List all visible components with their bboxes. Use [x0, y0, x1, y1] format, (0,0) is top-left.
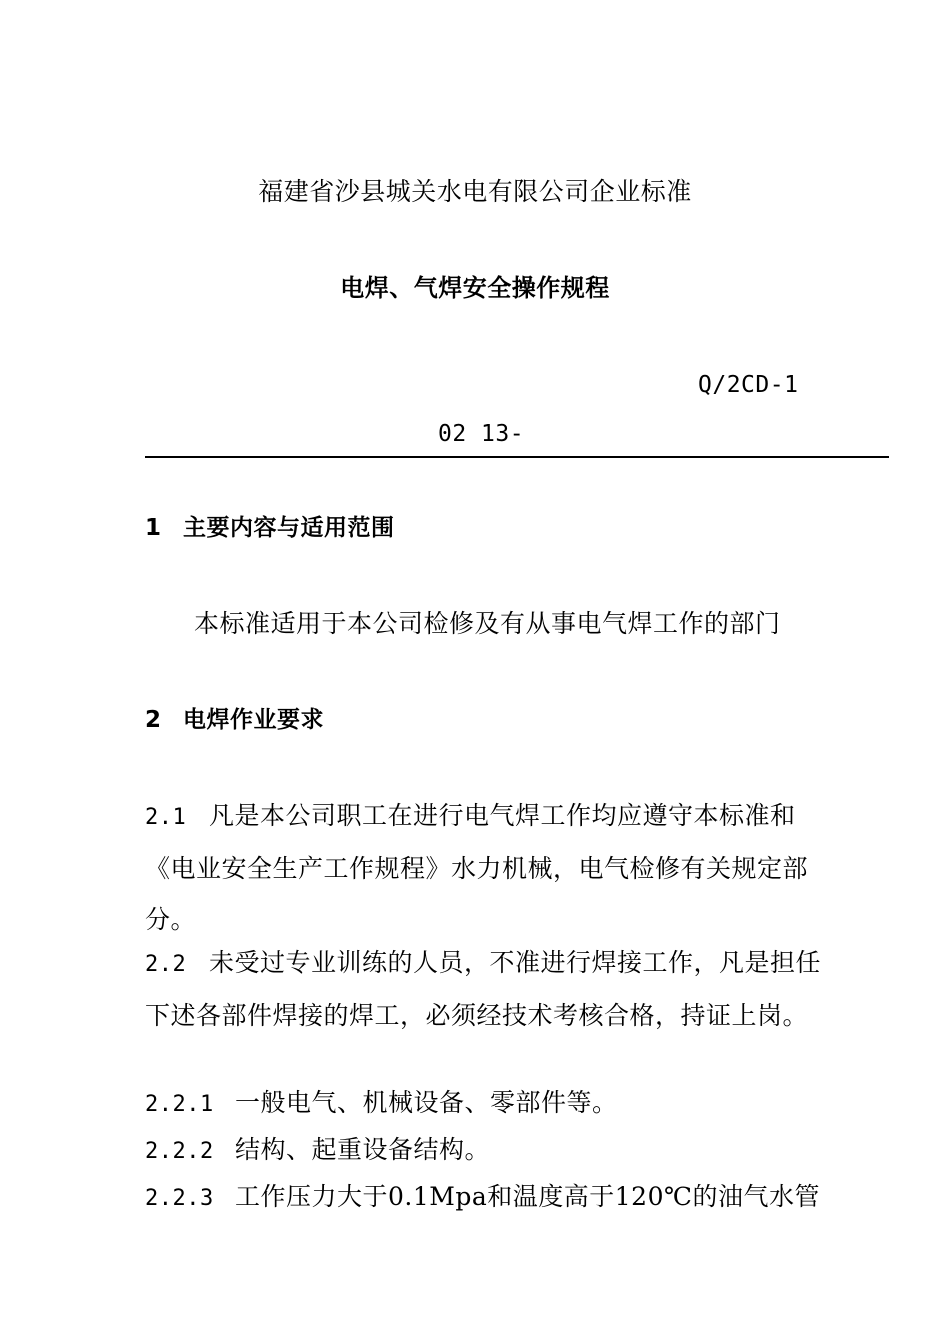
clause-2-2-2 — [145, 1135, 490, 1167]
clause-2-2-1 — [145, 1088, 618, 1120]
clause-2-2-3-number: 2.2.3 — [145, 1186, 214, 1211]
clause-2-2-text: 未受过专业训练的人员，不准进行焊接工作，凡是担任下述各部件焊接的焊工，必须经技术考核合格，持证上岗。 — [145, 948, 822, 1030]
document-title: 电焊、气焊安全操作规程 — [340, 274, 610, 302]
section-1-body: 本标准适用于本公司检修及有从事电气焊工作的部门 — [194, 609, 781, 638]
section-1-number: 1 — [145, 515, 162, 541]
clause-2-2-1-text: 一般电气、机械设备、零部件等。 — [235, 1088, 618, 1117]
section-1-heading — [145, 513, 395, 543]
clause-2-2-number: 2.2 — [145, 952, 187, 977]
clause-2-2-3-text: 工作压力大于0.1Mpa和温度高于120℃的油气水管 — [235, 1182, 820, 1211]
clause-2-2 — [145, 937, 825, 1041]
clause-2-2-3 — [145, 1182, 820, 1214]
clause-2-1-number: 2.1 — [145, 805, 187, 830]
header-divider — [145, 456, 889, 458]
section-2-number: 2 — [145, 707, 162, 733]
section-2-title: 电焊作业要求 — [183, 707, 324, 733]
standard-code-line-1: Q/2CD-1 — [698, 372, 799, 398]
clause-2-2-2-number: 2.2.2 — [145, 1139, 214, 1164]
clause-2-1 — [145, 790, 825, 945]
section-2-heading — [145, 705, 324, 735]
standard-code-line-2: 02 13- — [438, 421, 525, 447]
clause-2-2-2-text: 结构、起重设备结构。 — [235, 1135, 491, 1164]
clause-2-1-text: 凡是本公司职工在进行电气焊工作均应遵守本标准和《电业安全生产工作规程》水力机械，电气检修有关规定部分。 — [145, 801, 809, 934]
company-name: 福建省沙县城关水电有限公司企业标准 — [258, 177, 692, 206]
section-1-title: 主要内容与适用范围 — [183, 515, 395, 541]
clause-2-2-1-number: 2.2.1 — [145, 1092, 214, 1117]
